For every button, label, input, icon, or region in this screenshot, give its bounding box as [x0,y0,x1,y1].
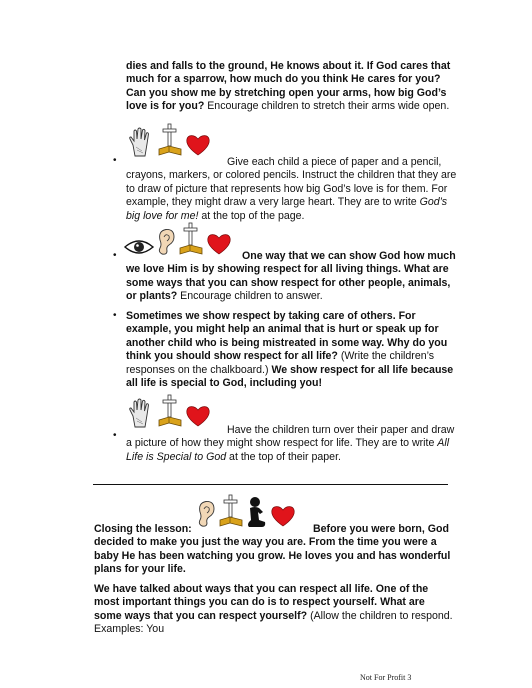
closing-text: Before you were born, God decided to make you just the way you are. From the time you were a baby He has been watching you grow. He loves you and has wonderful plans for your life. [94,523,451,576]
care-question: Sometimes we show respect by taking care of others. For example, you might help an animal that is hurt or speak up for another child who is being mistreated in some way. Why do you think you should show respect for all life? [126,310,448,363]
paragraph-draw-love [126,156,461,223]
draw-title: God’s big love for me! [126,196,448,222]
paragraph-respect-living [126,250,461,304]
activity-icons-1 [127,123,211,157]
respect-draw-instruction: Have the children turn over their paper and draw a picture of how they might show respect for life. They are to write [126,424,455,450]
sparrow-instruction: Encourage children to stretch their arms wide open. [204,100,450,113]
sparrow-question: dies and falls to the ground, He knows about it. If God cares that much for a sparrow, how much do you think He cares for you? Can you show me by stretching open your arms, how big God’s love is for you? [126,60,451,113]
paragraph-care-others [126,310,461,390]
closing-heading-text: Closing the lesson: [94,523,192,535]
bullet-1: • [113,155,117,166]
respect-instruction: Encourage children to answer. [177,290,323,303]
paragraph-draw-respect [126,424,461,464]
respect-self-question: We have talked about ways that you can respect all life. One of the most important things you can do is to respect yourself. What are some ways that you can respect yourself? [94,583,429,622]
draw-instruction: Give each child a piece of paper and a pencil, crayons, markers, or colored pencils. Instruct the children that they are to draw of picture that represents how big God’s love is for them. For example, they might draw a very large heart. They are to write [126,156,457,209]
bullet-4: • [113,430,117,441]
respect-draw-title: All Life is Special to God [126,437,450,463]
heart-icon [185,133,211,157]
draw-instruction-end: at the top of the page. [198,209,305,222]
activity-icons-3 [127,394,211,428]
paragraph-respect-self [94,583,454,637]
respect-self-instruction: (Allow the children to respond. Examples: You [94,609,453,636]
bullet-2: • [113,250,117,261]
paragraph-closing [94,523,454,577]
respect-question: One way that we can show God how much we love Him is by showing respect for all living things. What are some ways that you can show respect for other people, animals, or plants? [126,250,456,303]
care-conclusion: We show respect for all life because all life is special to God, including you! [126,363,454,390]
bullet-3: • [113,310,117,321]
care-instruction: (Write the children’s responses on the chalkboard.) [126,350,435,376]
respect-draw-end: at the top of their paper. [226,450,341,463]
section-divider [93,484,448,485]
paragraph-sparrow [126,60,461,114]
cross-book-icon [157,123,183,157]
cross-book-icon [157,394,183,428]
hand-icon [127,127,155,157]
page-footer: Not For Profit 3 [360,673,412,682]
